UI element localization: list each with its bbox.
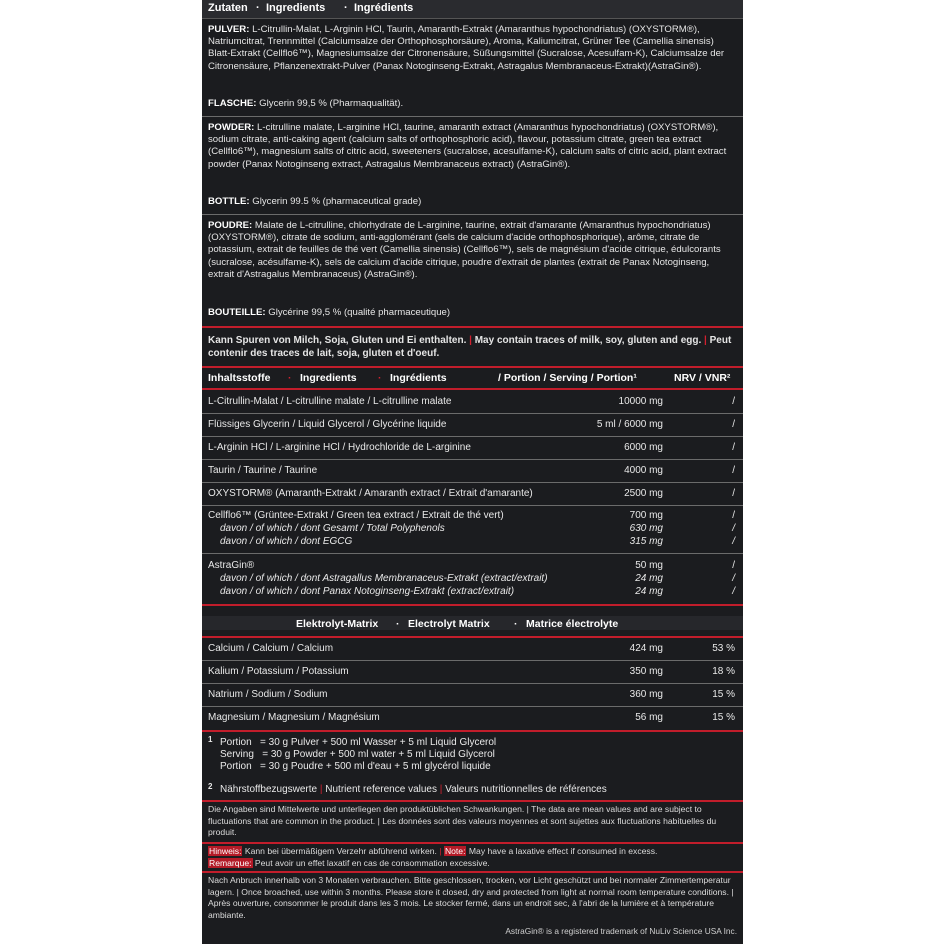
- row-value: 6000 mg: [624, 442, 663, 453]
- divider: [202, 459, 743, 460]
- separator: |: [439, 784, 446, 795]
- divider: [202, 683, 743, 684]
- allergen-en: May contain traces of milk, soy, gluten and egg.: [474, 335, 702, 346]
- row-nrv: /: [732, 573, 735, 584]
- red-divider: [202, 871, 743, 873]
- red-divider: [202, 800, 743, 802]
- ingredients-fr: [208, 220, 736, 281]
- footnote-2-de: Nährstoffbezugswerte: [220, 784, 318, 795]
- separator: |: [319, 784, 326, 795]
- pulver-label: PULVER:: [208, 24, 250, 35]
- row-name: OXYSTORM® (Amaranth-Extrakt / Amaranth extract / Extrait d'amarante): [208, 488, 533, 499]
- divider: [202, 214, 743, 215]
- row-name: davon / of which / dont Astragallus Membranaceus-Extrakt (extract/extrait): [220, 573, 548, 584]
- red-divider: [202, 842, 743, 844]
- table-header-sep: ·: [288, 372, 292, 384]
- row-value: 424 mg: [629, 643, 663, 654]
- footnote-line: Portion = 30 g Pulver + 500 ml Wasser + 5 ml Liquid Glycerol: [220, 737, 497, 748]
- ingredients-en: [208, 122, 736, 171]
- row-name: Calcium / Calcium / Calcium: [208, 643, 334, 654]
- hinweis-text: Kann bei übermäßigem Verzehr abführend wirken.: [244, 846, 437, 856]
- row-value: 315 mg: [629, 536, 663, 547]
- electrolyte-header-fr: Matrice électrolyte: [526, 618, 619, 630]
- footnote-2-mark: 2: [208, 782, 213, 791]
- row-value: 24 mg: [635, 586, 663, 597]
- table-header-fr: Ingrédients: [390, 372, 447, 384]
- divider: [202, 482, 743, 483]
- table-header-portion: / Portion / Serving / Portion¹: [498, 372, 637, 384]
- trademark-note: AstraGin® is a registered trademark of NuLiv Science USA Inc.: [505, 926, 737, 936]
- ingredients-header: [202, 0, 743, 19]
- row-nrv: /: [732, 419, 735, 430]
- label-panel: [202, 0, 743, 944]
- row-nrv: /: [732, 488, 735, 499]
- divider: [202, 706, 743, 707]
- divider: [202, 116, 743, 117]
- row-nrv: /: [732, 510, 735, 521]
- red-divider: [202, 366, 743, 368]
- bouteille-label: BOUTEILLE:: [208, 307, 266, 318]
- row-value: 10000 mg: [618, 396, 663, 407]
- row-nrv: /: [732, 586, 735, 597]
- poudre-text: Malate de L-citrulline, chlorhydrate de L-arginine, taurine, extrait d'amarante (Amaranthus hypochondriatus) (OXYSTORM®), citrate de sodium, anti-agglomérant (sels de calcium d'acide orthophosphorique), arôme, citrate de potassium, extrait de feuilles de thé vert (Camellia sinensis) (Cellflo6™), sels de magnésium d'acide citrique, édulcorants (sucralose, acésulfame-K), sels de calcium d'acide citrique, poudre d'extrait de plantes (extrait de Panax Notoginseng, extrait d'Astragalus Membranaceus) (AstraGin®).: [208, 220, 721, 280]
- remarque-label: Remarque:: [209, 857, 252, 868]
- footnote-1-mark: 1: [208, 735, 213, 744]
- footnote-2: [220, 784, 607, 795]
- bouteille-text: Glycérine 99,5 % (qualité pharmaceutique): [268, 307, 451, 318]
- row-name: Kalium / Potassium / Potassium: [208, 666, 349, 677]
- note-label: Note:: [444, 846, 466, 856]
- row-name: davon / of which / dont Gesamt / Total Polyphenols: [220, 523, 445, 534]
- row-name: davon / of which / dont Panax Notoginseng-Extrakt (extract/extrait): [220, 586, 515, 597]
- row-nrv: /: [732, 560, 735, 571]
- row-value: 2500 mg: [624, 488, 663, 499]
- header-ingredients: Ingredients: [266, 2, 326, 14]
- row-name: Natrium / Sodium / Sodium: [208, 689, 328, 700]
- laxative-warning: [208, 846, 736, 869]
- row-nrv: 53 %: [712, 643, 735, 654]
- row-name: L-Citrullin-Malat / L-citrulline malate / L-citrulline malate: [208, 396, 452, 407]
- row-nrv: 18 %: [712, 666, 735, 677]
- row-nrv: 15 %: [712, 689, 735, 700]
- electrolyte-header-en: Electrolyt Matrix: [408, 618, 490, 630]
- row-nrv: /: [732, 536, 735, 547]
- row-value: 700 mg: [629, 510, 663, 521]
- red-divider: [202, 604, 743, 606]
- powder-label: POWDER:: [208, 122, 255, 133]
- row-value: 50 mg: [635, 560, 663, 571]
- pulver-text: L-Citrullin-Malat, L-Arginin HCl, Taurin, Amaranth-Extrakt (Amaranthus hypochondriatus) (OXYSTORM®), Natriumcitrat, Trennmittel (Calciumsalze der Orthophosphorsäure), Aroma, Kaliumcitrat, Grüner Tee (Camellia sinensis) Blatt-Extrakt (Cellflo6™), Magnesiumsalze der Citronensäure, Süßungsmittel (Sucralose, Acesulfam-K), Calciumsalze der Citronensäure, Pflanzenextrakt-Pulver (Panax Notoginseng-Extrakt, Astragalus Membranaceus-Extrakt)(AstraGin®).: [208, 24, 725, 72]
- header-separator: ·: [344, 2, 348, 14]
- header-separator: ·: [256, 2, 260, 14]
- row-value: 630 mg: [629, 523, 663, 534]
- row-nrv: /: [732, 396, 735, 407]
- hinweis-label: Hinweis:: [209, 846, 242, 856]
- row-value: 56 mg: [635, 712, 663, 723]
- separator: |: [439, 846, 444, 856]
- row-value: 24 mg: [635, 573, 663, 584]
- electrolyte-header-sep: ·: [396, 618, 400, 630]
- divider: [202, 505, 743, 506]
- separator: |: [704, 335, 710, 346]
- table-header-de: Inhaltsstoffe: [208, 372, 271, 384]
- row-value: 5 ml / 6000 mg: [596, 419, 663, 430]
- poudre-label: POUDRE:: [208, 220, 253, 231]
- row-name: Taurin / Taurine / Taurine: [208, 465, 318, 476]
- separator: |: [469, 335, 475, 346]
- electrolyte-header-de: Elektrolyt-Matrix: [296, 618, 379, 630]
- ingredients-de: [208, 24, 736, 73]
- red-divider: [202, 388, 743, 390]
- bottle-line: [208, 196, 736, 208]
- row-name: Cellflo6™ (Grüntee-Extrakt / Green tea extract / Extrait de thé vert): [208, 510, 504, 521]
- row-value: 4000 mg: [624, 465, 663, 476]
- row-name: AstraGin®: [208, 560, 255, 571]
- note-text: May have a laxative effect if consumed in excess.: [468, 846, 658, 856]
- footnote-2-en: Nutrient reference values: [325, 784, 437, 795]
- flasche-text: Glycerin 99,5 % (Pharmaqualität).: [259, 98, 404, 109]
- divider: [202, 413, 743, 414]
- storage-note: Nach Anbruch innerhalb von 3 Monaten verbrauchen. Bitte geschlossen, trocken, vor Licht geschützt und bei normaler Zimmertemperatur lagern. | Once broached, use within 3 months. Please store it closed, dry and protected from light at normal room temperature conditions. | Après ouverture, consommer le produit dans les 3 mois. Le stocker fermé, dans un endroit sec, à l'abri de la lumière et à température ambiante.: [208, 875, 734, 920]
- flasche-line: [208, 98, 736, 110]
- divider: [202, 553, 743, 554]
- header-zutaten: Zutaten: [208, 2, 248, 14]
- footnote-line: Serving = 30 g Powder + 500 ml water + 5 ml Liquid Glycerol: [220, 749, 495, 760]
- table-header-sep: ·: [378, 372, 382, 384]
- row-name: L-Arginin HCl / L-arginine HCl / Hydrochloride de L-arginine: [208, 442, 471, 453]
- footnote-line: Portion = 30 g Poudre + 500 ml d'eau + 5 ml glycérol liquide: [220, 761, 491, 772]
- row-value: 350 mg: [629, 666, 663, 677]
- footnote-1: [220, 737, 496, 773]
- row-value: 360 mg: [629, 689, 663, 700]
- row-nrv: /: [732, 465, 735, 476]
- row-name: davon / of which / dont EGCG: [220, 536, 353, 547]
- row-name: Magnesium / Magnesium / Magnésium: [208, 712, 380, 723]
- table-header-en: Ingredients: [300, 372, 357, 384]
- footnote-2-fr: Valeurs nutritionnelles de références: [445, 784, 607, 795]
- allergen-notice: [208, 334, 736, 360]
- divider: [202, 436, 743, 437]
- remarque-text: Peut avoir un effet laxatif en cas de consommation excessive.: [254, 857, 490, 868]
- bouteille-line: [208, 307, 736, 319]
- powder-text: L-citrulline malate, L-arginine HCl, taurine, amaranth extract (Amaranthus hypochondriatus) (OXYSTORM®), sodium citrate, anti-caking agent (calcium salts of orthophosphoric acid), flavour, potassium citrate, green tea extract (Cellflo6™), magnesium salts of citric acid, sweeteners (sucralose, acesulfame-K), calcium salts of citric acid, plant extract powder (Panax Notoginseng extract, Astragalus Membranaceus extract) (AstraGin®).: [208, 122, 727, 170]
- row-nrv: /: [732, 523, 735, 534]
- divider: [202, 660, 743, 661]
- red-divider: [202, 636, 743, 638]
- allergen-de: Kann Spuren von Milch, Soja, Gluten und Ei enthalten.: [208, 335, 467, 346]
- allergen-fr: Peut contenir des traces de lait, soja, gluten et d'oeuf.: [208, 335, 732, 359]
- row-nrv: /: [732, 442, 735, 453]
- bottle-text: Glycerin 99.5 % (pharmaceutical grade): [252, 196, 422, 207]
- electrolyte-header-sep: ·: [514, 618, 518, 630]
- table-header-nrv: NRV / VNR²: [674, 372, 731, 384]
- row-nrv: 15 %: [712, 712, 735, 723]
- bottle-label: BOTTLE:: [208, 196, 250, 207]
- red-divider: [202, 326, 743, 328]
- red-divider: [202, 730, 743, 732]
- mean-values-note: Die Angaben sind Mittelwerte und unterliegen den produktüblichen Schwankungen. | The data are mean values and are subject to fluctuations that are common in the product. | Les données sont des valeurs moyennes et sont sujettes aux fluctuations habituelles du produit.: [208, 804, 717, 838]
- header-ingredients-fr: Ingrédients: [354, 2, 414, 14]
- flasche-label: FLASCHE:: [208, 98, 257, 109]
- row-name: Flüssiges Glycerin / Liquid Glycerol / Glycérine liquide: [208, 419, 447, 430]
